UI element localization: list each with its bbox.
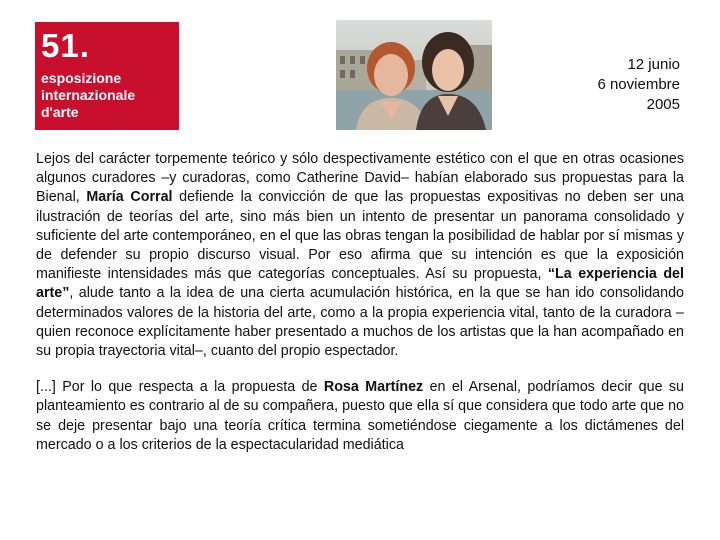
date-end: 6 noviembre [597,76,680,93]
logo-text [41,70,179,121]
name-rosa-martinez: Rosa Martínez [323,379,424,396]
date-start: 12 junio [627,56,680,73]
paragraph-2 [36,378,684,455]
paragraph-1-text-c: , alude tanto a la idea de una cierta acumulación histórica, en la que se han ido consolidando determinados valores de la historia del arte, como a la propia experiencia vital, tanto de la curadora –quien reconoce explícitamente haber presentado a muchos de los artistas que la han acompañado en su propia trayectoria vital–, cuanto del propio espectador. [36,285,684,360]
date-year: 2005 [646,96,680,113]
curators-photo [336,20,492,130]
name-maria-corral: María Corral [86,189,173,206]
biennale-logo [35,22,179,130]
paragraph-2-text-a: [...] Por lo que respecta a la propuesta de [36,379,324,396]
paragraph-1-text-a: Lejos del carácter torpemente teórico y sólo despectivamente estético con el que en otras ocasiones algunos curadores –y curadoras, como Catherine David– habían elaborado sus propuestas para la Bienal, [36,151,684,206]
article-body [36,150,684,455]
exhibition-dates [597,55,680,115]
logo-line-2: internazionale [41,87,136,103]
paragraph-2-text-b: en el Arsenal, podríamos decir que su planteamiento es contrario al de su compañera, puesto que ella sí que considera que todo arte que no se deje presentar bajo una teoría crítica termina sometiéndose ciegamente a los dictámenes del mercado o a los criterios de la espectacularidad mediática [36,379,684,453]
paragraph-1 [36,150,684,361]
paragraph-1-text-b: defiende la convicción de que las propuestas expositivas no deben ser una ilustración de teorías del arte, sino más bien un intento de presentar un panorama consolidado y suficiente del arte contemporáneo, en el que las obras tengan la posibilidad de hablar por sí mismas y de defender su propio discurso visual. Por eso afirma que su intención es que la exposición manifieste intensidades más que categorías conceptuales. Así su propuesta, [36,189,684,283]
logo-line-3: d'arte [41,104,79,120]
logo-number: 51. [41,27,90,64]
two-women-portrait-icon [336,20,492,130]
logo-line-1: esposizione [41,70,122,86]
exhibition-title: “La experiencia del arte” [36,266,684,302]
